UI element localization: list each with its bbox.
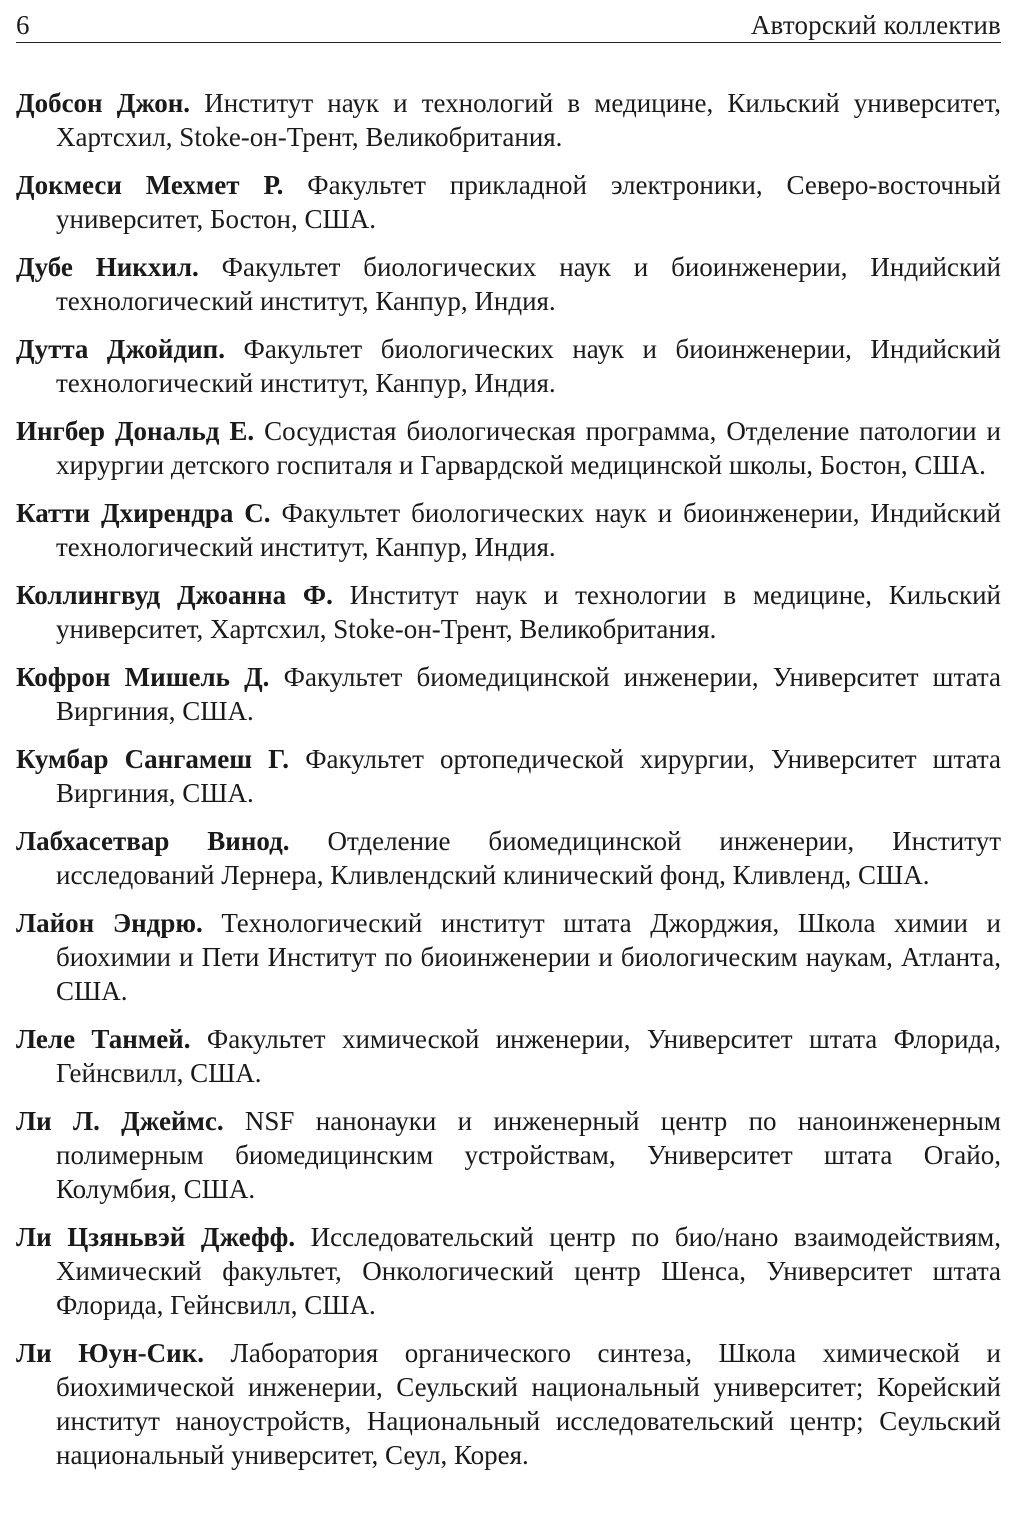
author-name: Ли Юун-Сик. (16, 1338, 205, 1368)
author-name: Дутта Джойдип. (16, 334, 225, 364)
author-list (16, 86, 1001, 1486)
author-name: Докмеси Мехмет Р. (16, 170, 284, 200)
author-entry (16, 742, 1001, 810)
author-affiliation: Факультет биологических наук и биоинженерии, Индийский технологический институт, Канпур, Индия. (56, 498, 1002, 562)
author-name: Коллингвуд Джоанна Ф. (16, 580, 333, 610)
author-name: Добсон Джон. (16, 88, 191, 118)
author-affiliation: Факультет биологических наук и биоинженерии, Индийский технологический институт, Канпур, Индия. (56, 334, 1002, 398)
author-name: Ли Л. Джеймс. (16, 1106, 224, 1136)
author-name: Дубе Никхил. (16, 252, 199, 282)
author-name: Кумбар Сангамеш Г. (16, 744, 290, 774)
author-entry (16, 578, 1001, 646)
author-affiliation: Сосудистая биологическая программа, Отделение патологии и хирургии детского госпиталя и Гарвардской медицинской школы, Бостон, США. (56, 416, 1002, 480)
running-title: Авторский коллектив (750, 10, 1001, 40)
author-entry (16, 86, 1001, 154)
author-entry (16, 250, 1001, 318)
author-affiliation: Факультет прикладной электроники, Северо-восточный университет, Бостон, США. (56, 170, 1002, 234)
author-name: Кофрон Мишель Д. (16, 662, 270, 692)
author-name: Леле Танмей. (16, 1024, 191, 1054)
author-entry (16, 168, 1001, 236)
author-affiliation: Факультет химической инженерии, Университет штата Флорида, Гейнсвилл, США. (56, 1024, 1002, 1088)
author-affiliation: Исследовательский центр по био/нано взаимодействиям, Химический факультет, Онкологический центр Шенса, Университет штата Флорида, Гейнсвилл, США. (56, 1222, 1002, 1320)
author-entry (16, 906, 1001, 1008)
author-entry (16, 1336, 1001, 1472)
author-affiliation: Факультет ортопедической хирургии, Университет штата Виргиния, США. (56, 744, 1001, 808)
author-entry (16, 496, 1001, 564)
author-entry (16, 1022, 1001, 1090)
author-affiliation: Институт наук и технологии в медицине, Кильский университет, Хартсхил, Stoke-он-Трент, Великобритания. (56, 580, 1001, 644)
author-entry (16, 1104, 1001, 1206)
author-entry (16, 332, 1001, 400)
page-header (16, 10, 1001, 43)
author-affiliation: Факультет биомедицинской инженерии, Университет штата Виргиния, США. (56, 662, 1001, 726)
author-name: Ингбер Дональд Е. (16, 416, 255, 446)
author-name: Лайон Эндрю. (16, 908, 203, 938)
author-entry (16, 824, 1001, 892)
author-entry (16, 1220, 1001, 1322)
page-number: 6 (16, 10, 30, 40)
author-affiliation: Лаборатория органического синтеза, Школа химической и биохимической инженерии, Сеульский национальный университет; Корейский институт наноустройств, Национальный исследовательский центр; Сеульский национальный университет, Сеул, Корея. (56, 1338, 1001, 1470)
author-name: Ли Цзяньвэй Джефф. (16, 1222, 296, 1252)
author-affiliation: Технологический институт штата Джорджия, Школа химии и биохимии и Пети Институт по биоинженерии и биологическим наукам, Атланта, США. (56, 908, 1001, 1006)
author-name: Катти Дхирендра С. (16, 498, 271, 528)
author-entry (16, 414, 1001, 482)
author-affiliation: Отделение биомедицинской инженерии, Институт исследований Лернера, Кливлендский клинический фонд, Кливленд, США. (56, 826, 1002, 890)
author-name: Лабхасетвар Винод. (16, 826, 290, 856)
author-affiliation: NSF нанонауки и инженерный центр по наноинженерным полимерным биомедицинским устройствам, Университет штата Огайо, Колумбия, США. (56, 1106, 1002, 1204)
author-entry (16, 660, 1001, 728)
author-affiliation: Институт наук и технологий в медицине, Кильский университет, Хартсхил, Stoke-он-Трент, Великобритания. (56, 88, 1002, 152)
author-affiliation: Факультет биологических наук и биоинженерии, Индийский технологический институт, Канпур, Индия. (56, 252, 1002, 316)
